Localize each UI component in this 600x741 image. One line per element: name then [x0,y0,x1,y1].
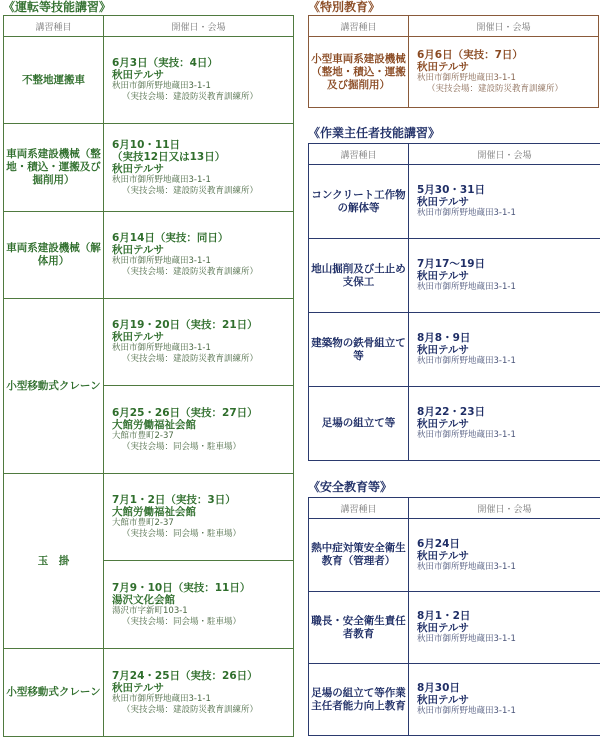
venue-address: 秋田市御所野地蔵田3-1-1 [417,208,516,218]
course-name: 地山掘削及び土止め支保工 [309,239,409,313]
venue-address: 秋田市御所野地蔵田3-1-1 [112,174,211,185]
safety-education-table [308,497,600,736]
course-venue: 秋田テルサ [417,61,469,73]
venue-address: 大館市豊町2-37 [112,518,174,528]
table-row [309,519,600,592]
course-date: 8月1・2日 [417,610,471,622]
course-venue: 秋田テルサ [417,694,469,706]
practical-venue-note: （実技会場：同会場・駐車場） [122,616,242,627]
section-title-safety: 《安全教育等》 [308,480,393,494]
course-date: 8月8・9日 [417,332,471,344]
date-venue-cell [104,474,294,561]
table-row [309,313,600,387]
table-row [309,37,599,108]
venue-address: 秋田市御所野地蔵田3-1-1 [112,81,211,91]
course-date: 6月19・20日（実技：21日） [112,319,258,331]
table-row [4,649,294,737]
table-row [309,387,600,461]
course-date: 6月14日（実技：同日） [112,232,229,244]
date-venue-cell [409,165,600,239]
practical-venue-note: （実技会場：建設防災教育訓練所） [122,354,259,364]
table-row [4,124,294,212]
venue-address: 秋田市御所野地蔵田3-1-1 [417,356,516,366]
venue-address: 湯沢市字新町103-1 [112,605,188,616]
course-date: 7月17～19日 [417,258,486,270]
course-name: コンクリート工作物の解体等 [309,165,409,239]
course-venue: 秋田テルサ [417,270,469,282]
special-education-table [308,15,599,108]
date-venue-cell [409,387,600,461]
course-date: 6月10・11日 [112,138,181,151]
venue-address: 秋田市御所野地蔵田3-1-1 [417,73,516,83]
course-date: 6月6日（実技：7日） [417,49,523,61]
table-header [309,498,600,519]
section-title-driving: 《運転等技能講習》 [3,0,112,14]
course-date: 6月24日 [417,537,460,550]
course-name: 小型車両系建設機械（整地・積込・運搬及び掘削用） [309,37,409,108]
section-title-special: 《特別教育》 [308,0,381,14]
table-header [309,16,599,37]
table-row [309,664,600,736]
venue-address: 大館市豊町2-37 [112,430,174,441]
course-date: 5月30・31日 [417,184,486,196]
date-venue-cell [104,561,294,649]
course-date-practical: （実技12日又は13日） [112,150,226,163]
header-course: 講習種目 [309,498,409,519]
course-venue: 秋田テルサ [417,549,469,562]
table-row [309,239,600,313]
course-venue: 秋田テルサ [112,69,164,81]
practical-venue-note: （実技会場：建設防災教育訓練所） [122,185,259,196]
course-name: 職長・安全衛生責任者教育 [309,592,409,664]
venue-address: 秋田市御所野地蔵田3-1-1 [112,693,211,704]
practical-venue-note: （実技会場：同会場・駐車場） [122,529,242,539]
venue-address: 秋田市御所野地蔵田3-1-1 [112,256,211,266]
practical-venue-note: （実技会場：建設防災教育訓練所） [122,92,259,102]
course-venue: 秋田テルサ [417,418,469,430]
course-venue: 秋田テルサ [112,681,164,694]
date-venue-cell [409,664,600,736]
header-date-venue: 開催日・会場 [409,498,600,519]
table-header [4,16,294,37]
course-venue: 秋田テルサ [417,196,469,208]
course-venue: 大館労働福祉会館 [112,418,196,431]
date-venue-cell [104,124,294,212]
course-name: 不整地運搬車 [4,37,104,124]
table-row [309,165,600,239]
header-course: 講習種目 [309,16,409,37]
chief-skills-table [308,143,600,461]
header-date-venue: 開催日・会場 [409,144,600,165]
course-date: 7月24・25日（実技：26日） [112,669,258,682]
venue-address: 秋田市御所野地蔵田3-1-1 [417,282,516,292]
date-venue-cell [409,592,600,664]
date-venue-cell [104,212,294,299]
course-name: 足場の組立て等 [309,387,409,461]
course-date: 7月9・10日（実技：11日） [112,581,251,594]
date-venue-cell [104,299,294,386]
header-course: 講習種目 [309,144,409,165]
date-venue-cell [409,37,599,108]
date-venue-cell [104,649,294,737]
date-venue-cell [104,37,294,124]
course-date: 6月25・26日（実技：27日） [112,406,258,419]
table-header [309,144,600,165]
table-row [309,592,600,664]
course-date: 6月3日（実技：4日） [112,57,218,69]
course-name: 車両系建設機械（解体用） [4,212,104,299]
course-name: 建築物の鉄骨組立て等 [309,313,409,387]
practical-venue-note: （実技会場：建設防災教育訓練所） [122,267,259,277]
course-venue: 秋田テルサ [417,344,469,356]
header-date-venue: 開催日・会場 [409,16,599,37]
course-date: 7月1・2日（実技：3日） [112,494,236,506]
course-name: 玉 掛 [4,474,104,649]
course-name: 小型移動式クレーン [4,649,104,737]
course-venue: 秋田テルサ [112,331,164,343]
header-date-venue: 開催日・会場 [104,16,294,37]
table-row [4,37,294,124]
table-row [4,474,294,561]
section-title-chief: 《作業主任者技能講習》 [308,126,441,140]
course-venue: 大館労働福祉会館 [112,506,196,518]
venue-address: 秋田市御所野地蔵田3-1-1 [417,561,516,572]
course-date: 8月30日 [417,682,460,694]
date-venue-cell [104,386,294,474]
course-venue: 湯沢文化会館 [112,593,175,606]
course-name: 車両系建設機械（整地・積込・運搬及び掘削用） [4,124,104,212]
header-course: 講習種目 [4,16,104,37]
course-venue: 秋田テルサ [112,162,164,175]
venue-address: 秋田市御所野地蔵田3-1-1 [417,706,516,716]
practical-venue-note: （実技会場：同会場・駐車場） [122,441,242,452]
practical-venue-note: （実技会場：建設防災教育訓練所） [122,704,259,715]
course-date: 8月22・23日 [417,406,486,418]
course-venue: 秋田テルサ [112,244,164,256]
course-venue: 秋田テルサ [417,622,469,634]
date-venue-cell [409,239,600,313]
table-row [4,299,294,386]
venue-address: 秋田市御所野地蔵田3-1-1 [417,634,516,644]
date-venue-cell [409,519,600,592]
date-venue-cell [409,313,600,387]
practical-venue-note: （実技会場：建設防災教育訓練所） [427,84,564,94]
course-name: 足場の組立て等作業主任者能力向上教育 [309,664,409,736]
venue-address: 秋田市御所野地蔵田3-1-1 [112,343,211,353]
course-name: 熱中症対策安全衛生教育（管理者） [309,519,409,592]
driving-skills-table [3,15,294,737]
course-name: 小型移動式クレーン [4,299,104,474]
venue-address: 秋田市御所野地蔵田3-1-1 [417,430,516,440]
table-row [4,212,294,299]
